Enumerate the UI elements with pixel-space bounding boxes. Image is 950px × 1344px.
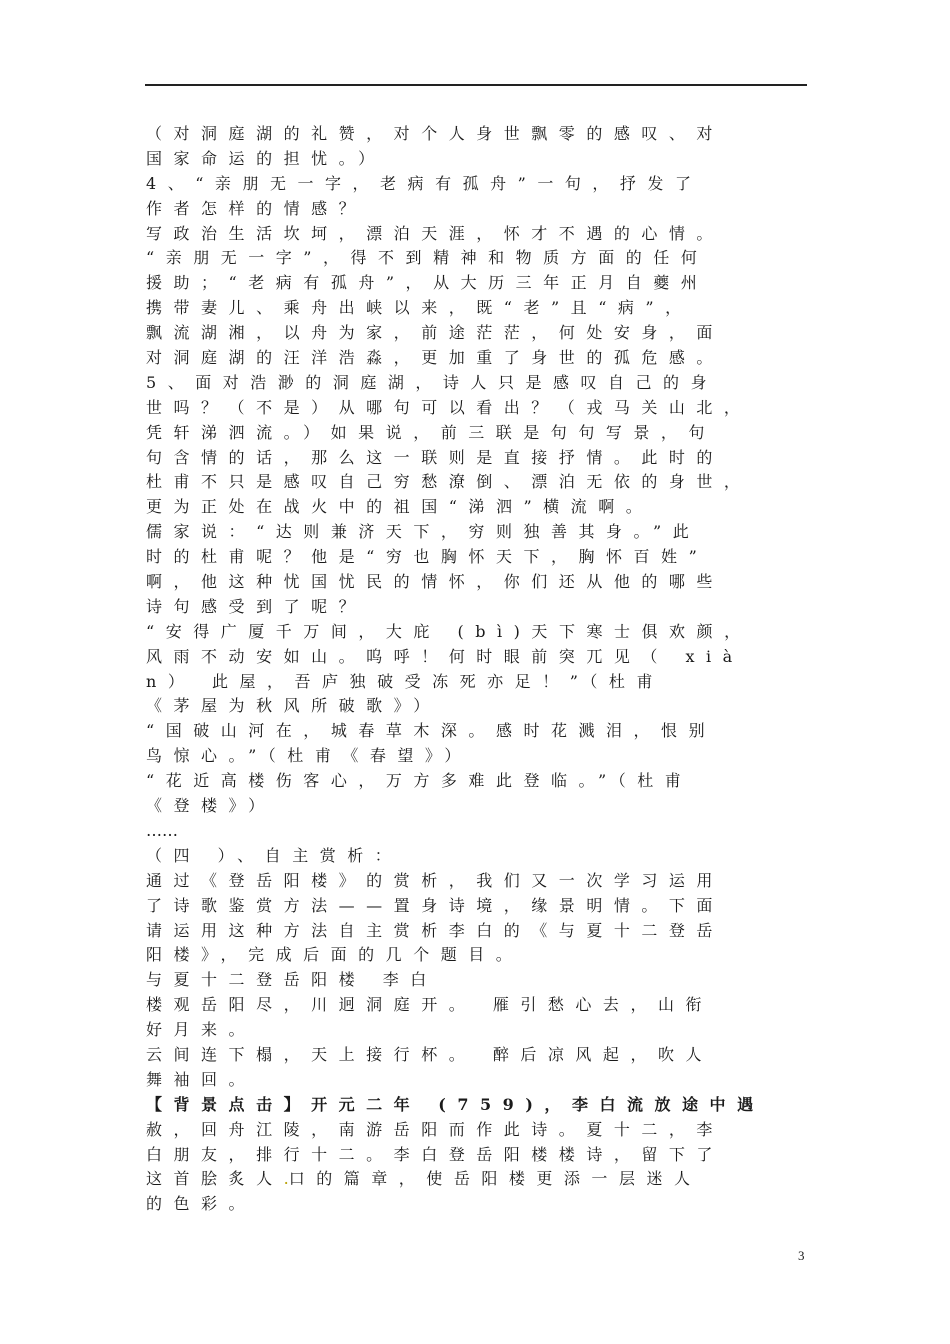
text-line: 的色彩。: [146, 1194, 257, 1214]
ellipsis-line: ……: [146, 820, 178, 840]
poem-line: 舞袖回。: [146, 1069, 257, 1089]
text-line: 写政治生活坎坷，漂泊天涯，怀才不遇的心情。: [146, 223, 724, 243]
text-line: 4、“亲朋无一字，老病有孤舟”一句，抒发了: [146, 173, 703, 193]
text-line: 作者怎样的情感？: [146, 198, 367, 218]
text-line: 白朋友，排行十二。李白登岳阳楼楼诗，留下了: [146, 1144, 724, 1164]
text-line: 诗句感受到了呢？: [146, 596, 367, 616]
poem-line: 好月来。: [146, 1020, 257, 1040]
text-line: “国破山河在，城春草木深。感时花溅泪，恨别: [146, 721, 717, 741]
text-line: 飘流湖湘，以舟为家，前途茫茫，何处安身，面: [146, 323, 724, 343]
text-segment: 口的篇章，使岳阳楼更添一层迷人: [288, 1169, 702, 1189]
text-line: 国家命运的担忧。）: [146, 148, 386, 168]
text-line: “花近高楼伤客心，万方多难此登临。”（杜甫: [146, 771, 693, 791]
text-line: 句含情的话，那么这一联则是直接抒情。此时的: [146, 447, 724, 467]
text-segment: 这首脍炙人: [146, 1169, 284, 1189]
text-line: 阳楼》，完成后面的几个题目。: [146, 945, 524, 965]
text-line: 通过《登岳阳楼》的赏析，我们又一次学习运用: [146, 870, 724, 890]
text-line: 世吗？（不是）从哪句可以看出？（戎马关山北，: [146, 397, 752, 417]
background-heading-line: 【背景点击】开元二年 (759)，李白流放途中遇: [146, 1094, 765, 1114]
text-line: 援助；“老病有孤舟”，从大历三年正月自夔州: [146, 273, 709, 293]
poem-line: 楼观岳阳尽，川迥洞庭开。 雁引愁心去，山衔: [146, 995, 714, 1015]
text-line: 时的杜甫呢？他是“穷也胸怀天下，胸怀百姓”: [146, 547, 709, 567]
poem-title: 与夏十二登岳阳楼 李白: [146, 970, 438, 990]
text-line: 鸟惊心。”（杜甫《春望》）: [146, 746, 472, 766]
text-line: 儒家说：“达则兼济天下，穷则独善其身。”此: [146, 522, 701, 542]
text-line: 对洞庭湖的汪洋浩淼，更加重了身世的孤危感。: [146, 348, 724, 368]
page-number: 3: [798, 1248, 805, 1263]
text-line: n） 此屋，吾庐独破受冻死亦足！”（杜甫: [146, 671, 664, 691]
text-line-with-mark: [146, 1167, 814, 1192]
text-line: （对洞庭湖的礼赞，对个人身世飘零的感叹、对: [146, 124, 724, 143]
dot-mark: .: [283, 1169, 289, 1189]
text-line: 携带妻儿、乘舟出峡以来，既“老”且“病”，: [146, 298, 693, 318]
text-line: 了诗歌鉴赏方法——置身诗境，缘景明情。下面: [146, 895, 724, 915]
text-line: 赦，回舟江陵，南游岳阳而作此诗。夏十二，李: [146, 1119, 724, 1139]
text-line: 更为正处在战火中的祖国“涕泗”横流啊。: [146, 497, 654, 517]
text-line: 杜甫不只是感叹自己穷愁潦倒、漂泊无依的身世，: [146, 472, 752, 492]
text-line: 5、面对浩渺的洞庭湖，诗人只是感叹自己的身: [146, 372, 719, 392]
text-line: 请运用这种方法自主赏析李白的《与夏十二登岳: [146, 920, 724, 940]
text-line: 《茅屋为秋风所破歌》）: [146, 696, 441, 716]
poem-line: 云间连下榻，天上接行杯。 醉后凉风起，吹人: [146, 1044, 714, 1064]
text-line: 啊，他这种忧国忧民的情怀，你们还从他的哪些: [146, 572, 724, 592]
text-line: 《登楼》）: [146, 796, 276, 816]
text-line: “安得广厦千万间，大庇 (bì)天下寒士俱欢颜，: [146, 621, 752, 641]
text-line: 凭轩涕泗流。）如果说，前三联是句句写景，句: [146, 422, 716, 442]
section-heading: （四 ）、自主赏析：: [146, 845, 403, 865]
text-line: 风雨不动安如山。呜呼！何时眼前突兀见（ xià: [146, 646, 744, 666]
text-line: “亲朋无一字”，得不到精神和物质方面的任何: [146, 248, 709, 268]
document-body: [146, 122, 814, 1217]
header-rule: [145, 84, 807, 86]
